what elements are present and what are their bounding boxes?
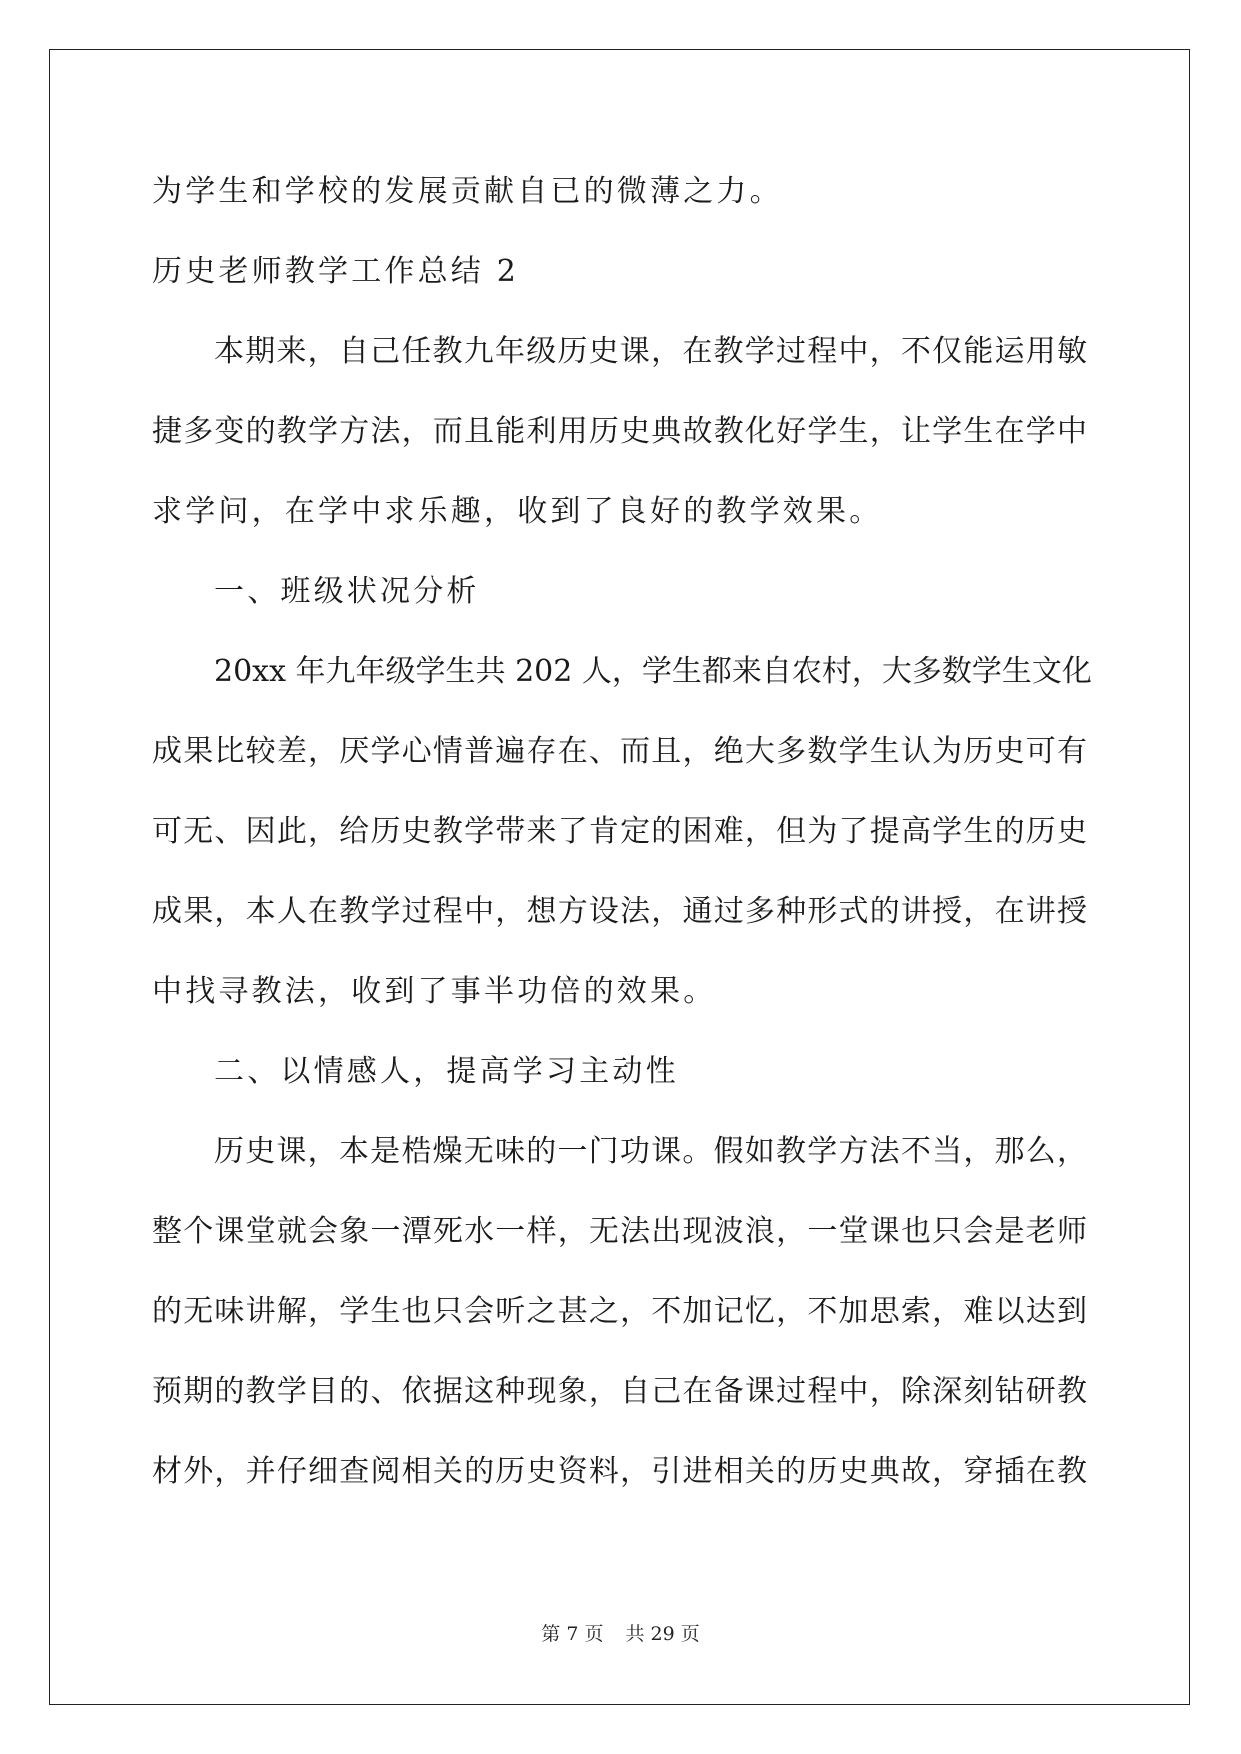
body-text-line: 预期的教学目的、依据这种现象，自己在备课过程中，除深刻钻研教: [152, 1374, 1087, 1409]
body-text-line: 材外，并仔细查阅相关的历史资料，引进相关的历史典故，穿插在教: [152, 1454, 1087, 1489]
section-heading: 一、班级状况分析: [214, 574, 480, 609]
body-text-line: 中找寻教法，收到了事半功倍的效果。: [152, 974, 717, 1009]
body-text-line: 历史课，本是梏燥无味的一门功课。假如教学方法不当，那么，: [214, 1134, 1087, 1169]
page-footer: [0, 1622, 1241, 1646]
body-text-line: 整个课堂就会象一潭死水一样，无法出现波浪，一堂课也只会是老师: [152, 1214, 1087, 1249]
body-text-line: 的无味讲解，学生也只会听之甚之，不加记忆，不加思索，难以达到: [152, 1294, 1087, 1329]
body-text-line: 求学问，在学中求乐趣，收到了良好的教学效果。: [152, 494, 883, 529]
body-text-line: 捷多变的教学方法，而且能利用历史典故教化好学生，让学生在学中: [152, 414, 1087, 449]
body-text-line: 成果，本人在教学过程中，想方设法，通过多种形式的讲授，在讲授: [152, 894, 1087, 929]
body-text-line: 本期来，自己任教九年级历史课，在教学过程中，不仅能运用敏: [214, 334, 1087, 369]
body-text-line: 20xx 年九年级学生共 202 人，学生都来自农村，大多数学生文化: [214, 654, 1092, 689]
section-title: 历史老师教学工作总结 2: [152, 254, 520, 289]
section-heading: 二、以情感人，提高学习主动性: [214, 1054, 679, 1089]
page-number: 第 7 页: [541, 1623, 604, 1645]
page-total: 共 29 页: [625, 1623, 700, 1645]
body-text-line: 成果比较差，厌学心情普遍存在、而且，绝大多数学生认为历史可有: [152, 734, 1087, 769]
body-text-line: 可无、因此，给历史教学带来了肯定的困难，但为了提高学生的历史: [152, 814, 1087, 849]
body-text-line: 为学生和学校的发展贡献自已的微薄之力。: [152, 174, 783, 209]
